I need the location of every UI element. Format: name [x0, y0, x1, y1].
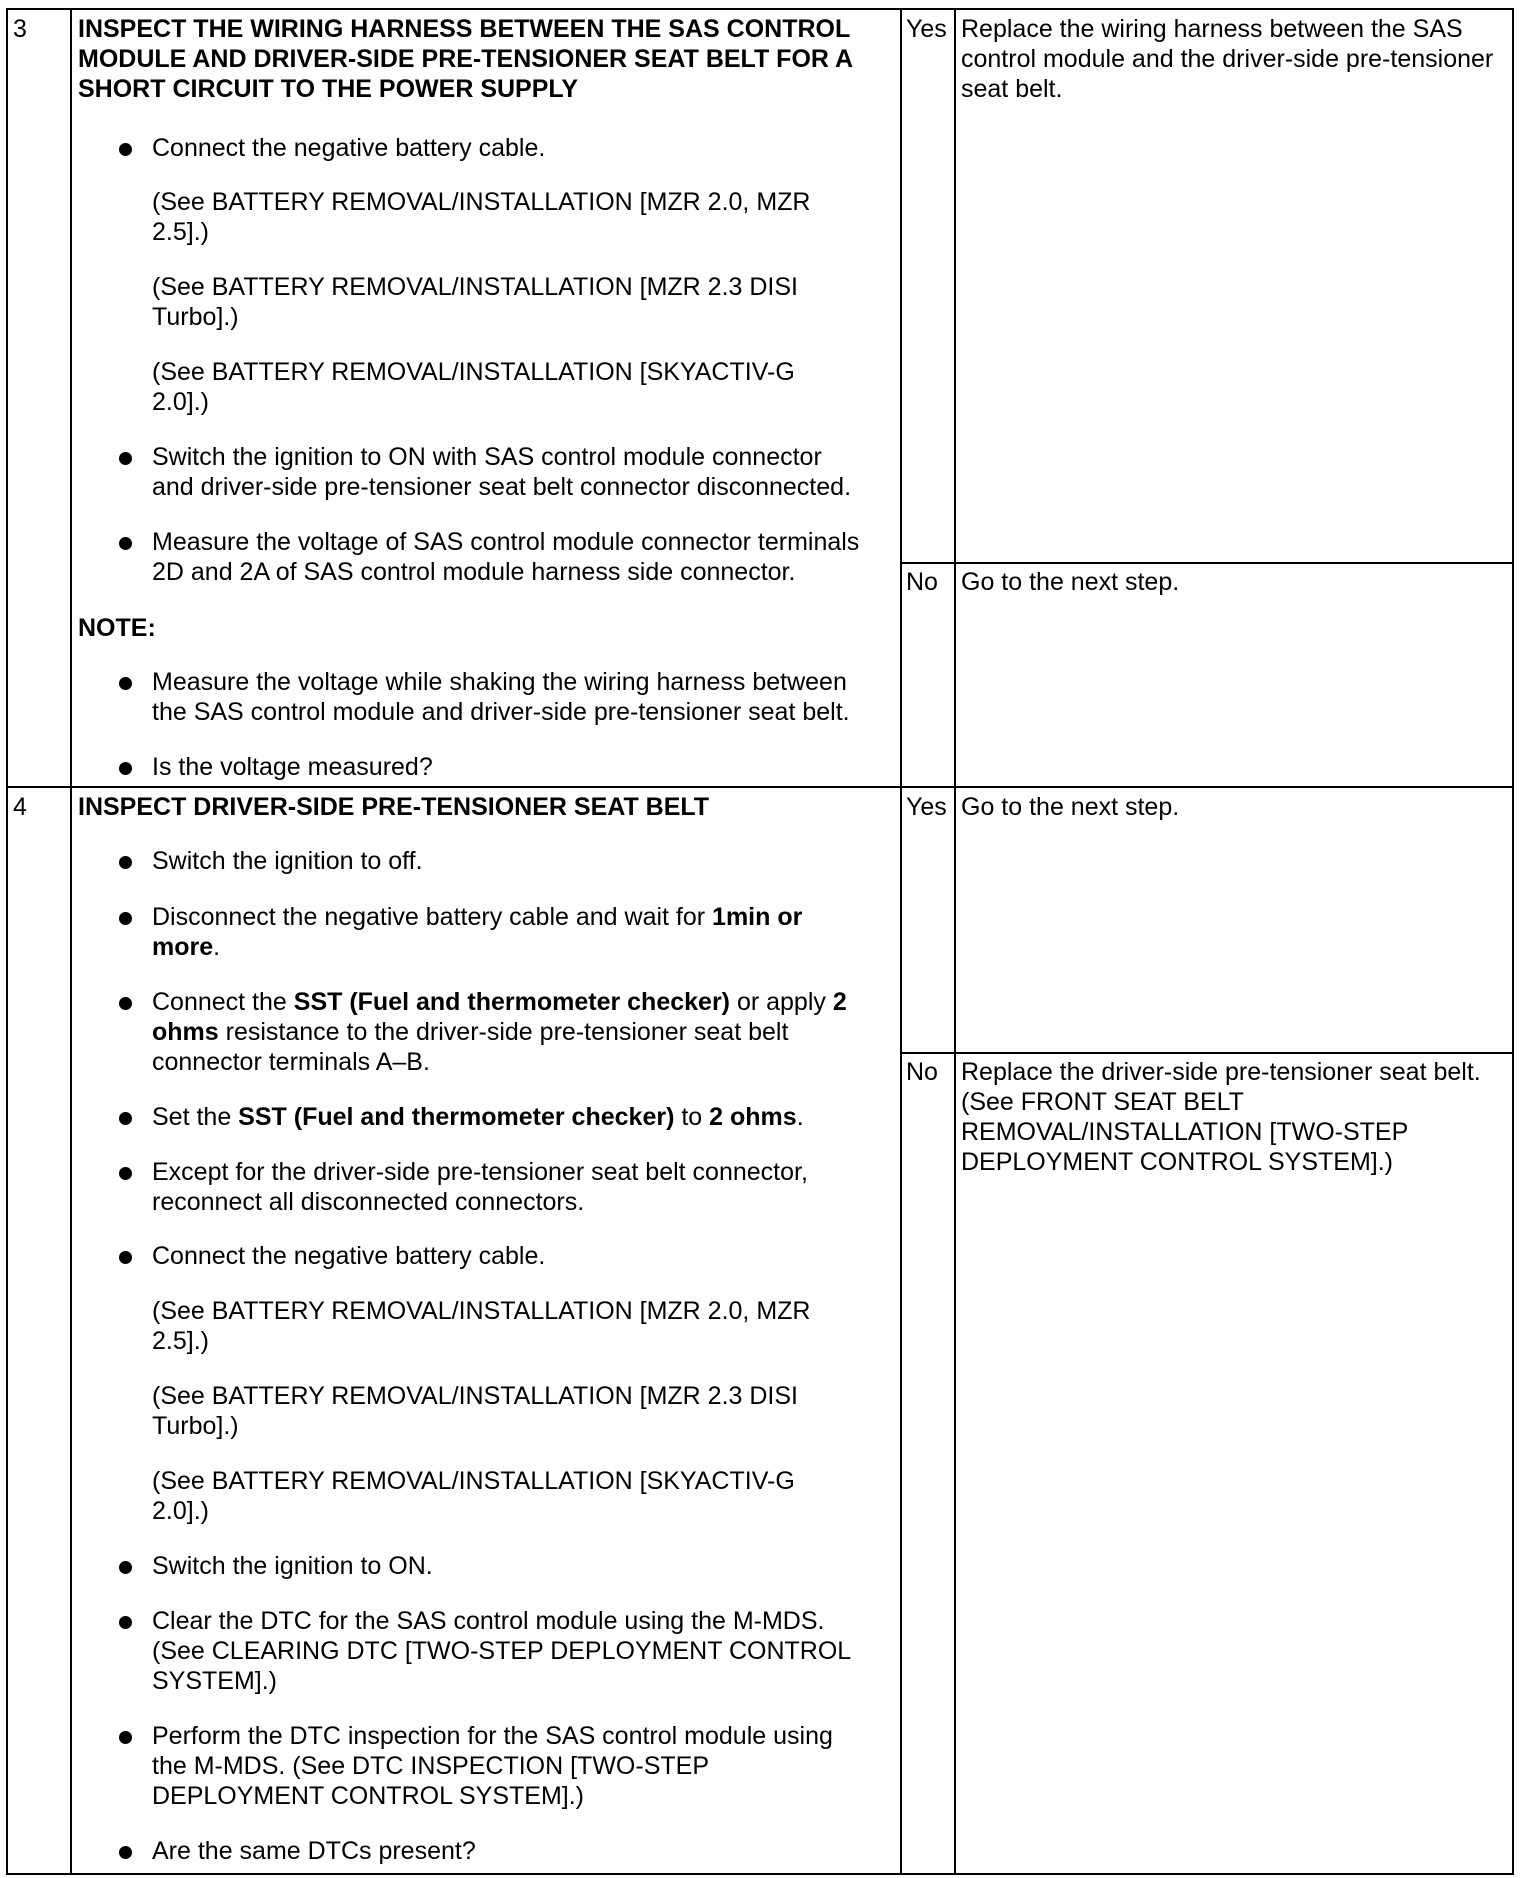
bullet-icon: [119, 677, 132, 690]
list-item: Clear the DTC for the SAS control module using the M-MDS.: [152, 1607, 825, 1635]
list-item: Set the SST (Fuel and thermometer checker) to 2 ohms.: [152, 1103, 804, 1131]
bullet-icon: [119, 1251, 132, 1264]
yes-label: Yes: [906, 793, 947, 821]
battery-reference: (See BATTERY REMOVAL/INSTALLATION [MZR 2.3 DISI: [152, 273, 798, 301]
bullet-icon: [119, 912, 132, 925]
list-item: Measure the voltage of SAS control module connector terminals: [152, 528, 860, 556]
list-item: Disconnect the negative battery cable and wait for 1min or: [152, 903, 803, 931]
diagnostic-procedure-table: 3 INSPECT THE WIRING HARNESS BETWEEN THE SAS CONTROL MODULE AND DRIVER-SIDE PRE-TENSIONER SEAT BELT FOR A SHORT CIRCUIT TO THE POWER SUPPLY Connect the negative battery cable. (See BATTERY REMOVAL/INSTALLATION [MZR 2.0, MZR 2.5].) (See BATTERY REMOVAL/INSTALLATION [MZR 2.3 DISI Turbo].) (See BATTERY REMOVAL/INSTALLATION [SKYACTIV-G 2.0].) Switch the ignition to ON with SAS control module connector and driver-side pre-tensioner seat belt connector disconnected. Measure the voltage of SAS control module connector terminals 2D and 2A of SAS control module harness side connector. NOTE: Measure the voltage while shaking the wiring harness between the SAS control module and driver-side pre-tensioner seat belt. Is the voltage measured? Yes Replace the wiring harness between the SAS control module and the driver-side pre-tensioner seat belt. No Go to the next step. 4 INSPECT DRIVER-SIDE PRE-TENSIONER SEAT BELT Switch the ignition to off. Disconnect the negative battery cable and wait for 1min or more. Connect the SST (Fuel and thermometer checker) or apply 2 ohms resistance to the driver-side pre-tensioner seat belt connector terminals A–B. Set the SST (Fuel and thermometer checker) to 2 ohms. Except for the driver-side pre-tensioner seat belt connector, reconnect all disconnected connectors. Connect the negative battery cable. (See BATTERY REMOVAL/INSTALLATION [MZR 2.0, MZR 2.5].) (See BATTERY REMOVAL/INSTALLATION [MZR 2.3 DISI Turbo].) (See BATTERY REMOVAL/INSTALLATION [SKYACTIV-G 2.0].) Switch the ignition to ON. Clear the DTC for the SAS control module using the M-MDS. (See CLEARING DTC [TWO-STEP DEPLOYMENT CONTROL SYSTEM].) Perform the DTC inspection for the SAS control module using the M-MDS. (See DTC INSPECTION [TWO-STEP DEPLOYMENT CONTROL SYSTEM].) Are the same DTCs present? Yes Go to the next step. No Replace the driver-side pre-tensioner seat belt. (See FRONT SEAT BELT REMOVAL/INSTALLATION [TWO-STEP DEPLOYMENT CONTROL SYSTEM].): [6, 8, 1514, 1875]
bullet-icon: [119, 1616, 132, 1629]
list-item: Connect the negative battery cable.: [152, 134, 546, 162]
no-label: No: [906, 1058, 938, 1086]
battery-reference: (See BATTERY REMOVAL/INSTALLATION [SKYACTIV-G: [152, 358, 795, 386]
list-item: Measure the voltage while shaking the wiring harness between: [152, 668, 847, 696]
step-number: 4: [13, 793, 27, 821]
bullet-icon: [119, 997, 132, 1010]
bullet-icon: [119, 1112, 132, 1125]
bullet-icon: [119, 143, 132, 156]
bullet-icon: [119, 1167, 132, 1180]
list-item: Connect the SST (Fuel and thermometer checker) or apply 2: [152, 988, 847, 1016]
step-number: 3: [13, 15, 27, 43]
bullet-icon: [119, 537, 132, 550]
bullet-icon: [119, 762, 132, 775]
yes-label: Yes: [906, 15, 947, 43]
battery-reference: (See BATTERY REMOVAL/INSTALLATION [SKYACTIV-G: [152, 1467, 795, 1495]
step-title: INSPECT DRIVER-SIDE PRE-TENSIONER SEAT BELT: [78, 793, 710, 821]
list-item: Perform the DTC inspection for the SAS control module using: [152, 1722, 833, 1750]
column-divider-result: [954, 10, 956, 1873]
no-action: Go to the next step.: [961, 568, 1180, 596]
list-item: Switch the ignition to off.: [152, 847, 423, 875]
no-label: No: [906, 568, 938, 596]
column-divider-step: [70, 10, 72, 1873]
row-divider-step4: [8, 786, 1512, 788]
list-item: Switch the ignition to ON with SAS control module connector: [152, 443, 822, 471]
list-item: Except for the driver-side pre-tensioner seat belt connector,: [152, 1158, 808, 1186]
list-item: Connect the negative battery cable.: [152, 1242, 546, 1270]
battery-reference: (See BATTERY REMOVAL/INSTALLATION [MZR 2.3 DISI: [152, 1382, 798, 1410]
column-divider-action: [900, 10, 902, 1873]
bullet-icon: [119, 1731, 132, 1744]
note-heading: NOTE:: [78, 614, 156, 642]
list-item: Switch the ignition to ON.: [152, 1552, 433, 1580]
yes-action: Go to the next step.: [961, 793, 1180, 821]
battery-reference: (See BATTERY REMOVAL/INSTALLATION [MZR 2.0, MZR: [152, 1297, 811, 1325]
bullet-icon: [119, 856, 132, 869]
yes-no-divider-step4: [900, 1052, 1512, 1054]
list-item: Is the voltage measured?: [152, 753, 433, 781]
list-item: Are the same DTCs present?: [152, 1837, 476, 1865]
bullet-icon: [119, 1846, 132, 1859]
bullet-icon: [119, 1561, 132, 1574]
yes-no-divider-step3: [900, 562, 1512, 564]
bullet-icon: [119, 452, 132, 465]
battery-reference: (See BATTERY REMOVAL/INSTALLATION [MZR 2.0, MZR: [152, 188, 811, 216]
